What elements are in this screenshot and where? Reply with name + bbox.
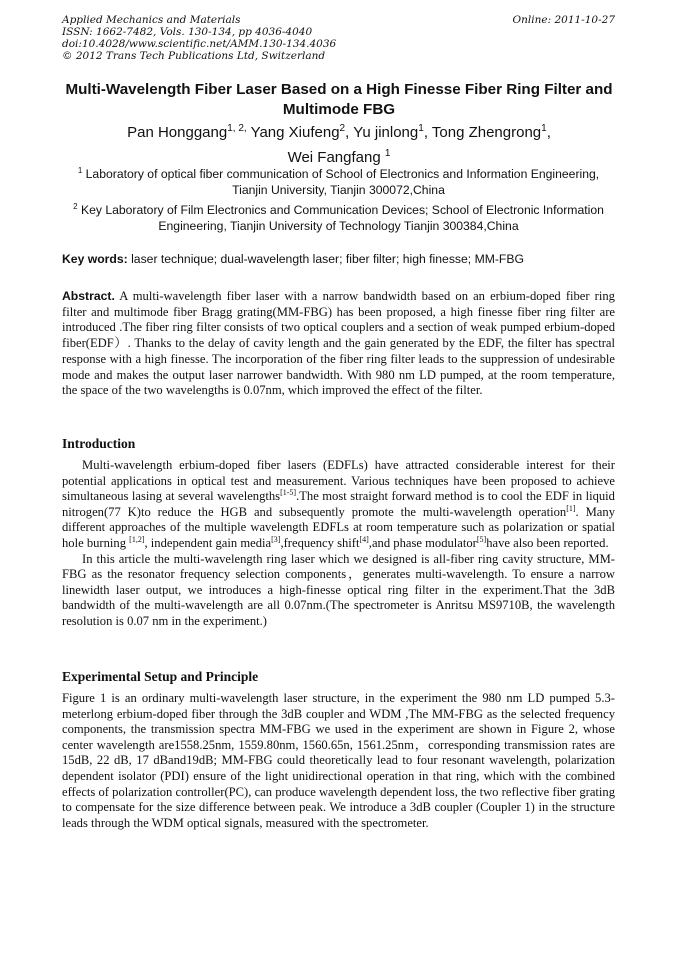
author-1: Pan Honggang$^{1, 2,}$ <box>127 123 247 141</box>
introduction-paragraph-2: In this article the multi-wavelength ring laser which we designed is all-fiber ring cavity structure, MM-FBG as the resonator frequency selection components，generates multi-wavelength. To ensure a narrow linewidth laser output, we introduces a high-finesse optical ring filter in the experiment.That the 3dB bandwidth of the multi-wavelength are all 0.07nm.(The spectrometer is Anritsu MS9710B, the wavelength resolution is 0.07 nm in the experiment.) <box>62 551 615 628</box>
journal-header <box>62 14 615 62</box>
experimental-heading: Experimental Setup and Principle <box>62 669 259 684</box>
author-3: Yu jinlong$^1$, <box>353 123 432 141</box>
author-4: Tong Zhengrong$^1$, <box>431 123 551 141</box>
author-5: Wei Fangfang $^1$ <box>287 148 391 166</box>
author-2: Yang Xiufeng$^2$, <box>250 123 354 141</box>
abstract-text: A multi-wavelength fiber laser with a narrow bandwidth based on an erbium-doped fiber ring filter and multimode fiber Bragg grating(MM-FBG) has been proposed, a high finesse fiber ring filter are introduced .The fiber ring filter consists of two optical couplers and a section of weak pumped erbium-doped fiber(EDF）. Thanks to the delay of cavity length and the gain generated by the EDF, the filter has spectral response with a high finesse. The incorporation of the fiber ring filter leads to the suppression of undesirable mode and makes the output laser narrower bandwidth. With 980 nm LD pumped, at the room temperature, the space of the two wavelengths is 0.07nm, which improved the effect of the filter. <box>62 289 615 398</box>
doi-line: doi:10.4028/www.scientific.net/AMM.130-134.4036 <box>62 38 337 50</box>
keywords-text: laser technique; dual-wavelength laser; fiber filter; high finesse; MM-FBG <box>131 252 524 266</box>
affiliation-1: $^1$ Laboratory of optical fiber communication of School of Electronics and Information Engineering, Tianjin University, Tianjin 300072,China <box>77 166 600 197</box>
journal-name: Applied Mechanics and Materials <box>62 14 241 26</box>
introduction-heading: Introduction <box>62 436 136 451</box>
abstract <box>62 289 615 399</box>
introduction-paragraph-1: Multi-wavelength erbium-doped fiber lasers (EDFLs) have attracted considerable interest for their potential applications in optical test and measurement. Various techniques have been proposed to achieve simultaneous lasing at several wavelengths[1-5].The most straight forward method is to cool the EDF in liquid nitrogen(77 K)to reduce the HGB and subsequently promote the multi-wavelength operation[1]. Many different approaches of the multiple wavelength EDFLs at room temperature such as polarization or spatial hole burning [1,2], independent gain media[3],frequency shift[4],and phase modulator[5]have also been reported. <box>62 458 615 550</box>
experimental-body <box>62 691 615 831</box>
abstract-label: Abstract. <box>62 289 115 303</box>
paper-title: Multi-Wavelength Fiber Laser Based on a High Finesse Fiber Ring Filter and Multimode FBG <box>65 81 613 118</box>
experimental-paragraph-1: Figure 1 is an ordinary multi-wavelength laser structure, in the experiment the 980 nm LD pumped 5.3-meterlong erbium-doped fiber through the 3dB coupler and WDM ,The MM-FBG as the selected frequency components, the transmission spectra MM-FBG we used in the experiment are shown in Figure 2, whose center wavelength are1558.25nm, 1559.80nm, 1560.65n, 1561.25nm，corresponding transmission rates are 15dB, 22 dB, 17 dBand19dB; MM-FBG could theoretically lead to four resonant wavelength, polarization dependent isolator (PDI) ensure of the light unidirectional operation in that ring, which with the combined effects of polarization controller(PC), can produce wavelength dependent loss, the two reflective fiber grating to compensate for the size difference between peak. We introduce a 3dB coupler (Coupler 1) in the structure leads through the WDM optical signals, measured with the spectrometer. <box>62 691 615 830</box>
keywords <box>62 251 615 267</box>
author-list <box>60 120 618 170</box>
introduction-body <box>62 458 615 630</box>
issn-line: ISSN: 1662-7482, Vols. 130-134, pp 4036-4040 <box>62 26 313 38</box>
copyright-line: © 2012 Trans Tech Publications Ltd, Switzerland <box>62 50 326 62</box>
affiliation-2: $^2$ Key Laboratory of Film Electronics and Communication Devices; School of Electronic Information Engineering, Tianjin University of Technology Tianjin 300384,China <box>73 202 604 233</box>
keywords-label: Key words: <box>62 252 128 266</box>
online-date: Online: 2011-10-27 <box>512 14 615 26</box>
